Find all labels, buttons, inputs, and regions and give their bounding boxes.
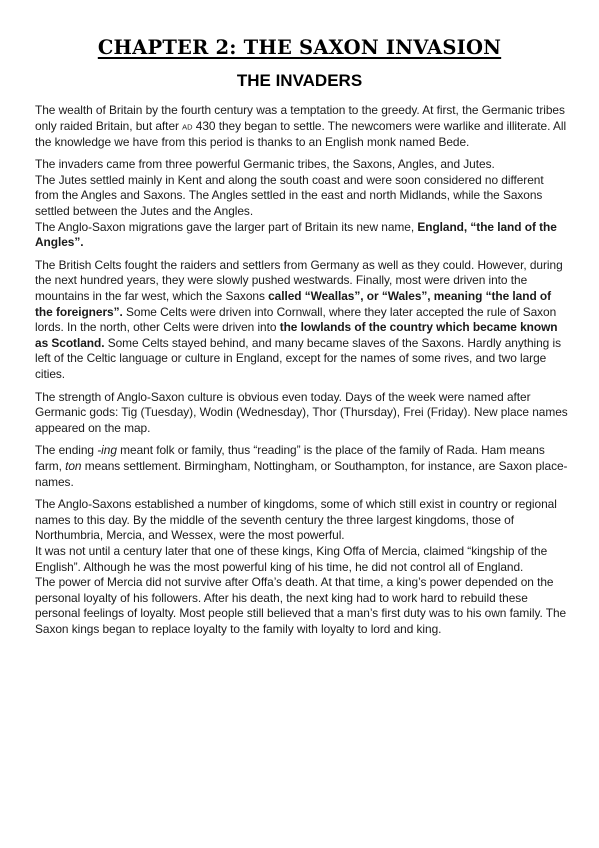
paragraph-6: The strength of Anglo-Saxon culture is obvious even today. Days of the week were named after Germanic gods: Tig (Tuesday), Wodin (Wednesday), Thor (Thursday), Frei (Friday). New place names appeared on the map.	[35, 389, 568, 435]
paragraph-7-text-a: The ending	[35, 443, 98, 458]
paragraph-2: The invaders came from three powerful Germanic tribes, the Saxons, Angles, and Jutes.	[35, 157, 495, 172]
paragraph-7-italic-ton: ton	[65, 458, 82, 473]
paragraph-3: The Jutes settled mainly in Kent and along the south coast and were soon considered no different from the Angles and Saxons. The Angles settled in the east and north Midlands, while the Saxons settled between the Jutes and the Angles.	[35, 172, 544, 219]
paragraph-1-text-a: The wealth of Britain by the fourth century was a temptation to the greedy. At first, the Germanic tribes only raided Britain, but after	[35, 103, 565, 133]
paragraph-7-text-e: means settlement. Birmingham, Nottingham, or Southampton, for instance, are Saxon place-names.	[35, 458, 568, 489]
ad-abbreviation: AD	[182, 122, 193, 132]
paragraph-5-bold-wales: called “Weallas”, or “Wales”, meaning “the land of the foreigners”.	[35, 289, 552, 319]
paragraph-4-bold: England, “the land of the Angles”.	[35, 219, 557, 250]
paragraph-10: The power of Mercia did not survive after Offa’s death. At that time, a king’s power depended on the personal loyalty of his followers. After his death, the next king had to work hard to rebuild these personal feelings of loyalty. Most people still believed that a man’s first duty was to his own family. The Saxon kings began to replace loyalty to the family with loyalty to lord and king.	[35, 575, 567, 636]
paragraph-5-text-a: The British Celts fought the raiders and settlers from Germany as well as they could. However, during the next hundred years, they were slowly pushed westwards. Finally, most were driven into the mountains in the far west, which the Saxons	[35, 257, 563, 304]
chapter-title: CHAPTER 2: THE SAXON INVASION	[97, 36, 502, 59]
paragraph-4-text: The Anglo-Saxon migrations gave the larger part of Britain its new name,	[35, 219, 418, 234]
paragraph-5-text-e: Some Celts stayed behind, and many became slaves of the Saxons. Hardly anything is left of the Celtic language or culture in England, except for the names of some rives, and two large cities.	[35, 335, 561, 381]
paragraph-9: It was not until a century later that one of these kings, King Offa of Mercia, claimed “kingship of the English”. Although he was the most powerful king of his time, he did not control all of England.	[35, 543, 548, 574]
paragraph-7-italic-ing: -ing	[97, 443, 117, 458]
paragraph-1	[35, 103, 569, 150]
paragraph-5-bold-scotland: the lowlands of the country which became known as Scotland.	[35, 320, 558, 350]
paragraph-1-text-b: 430 they began to settle. The newcomers were warlike and illiterate. All the knowledge we have from this period is thanks to an English monk named Bede.	[35, 118, 567, 149]
paragraph-5-text-c: Some Celts were driven into Cornwall, where they later accepted the rule of Saxon lords. In the north, other Celts were driven into	[35, 304, 557, 335]
paragraph-4	[35, 220, 569, 251]
paragraph-7	[35, 443, 569, 490]
paragraph-5	[35, 258, 569, 383]
body-text	[35, 103, 569, 638]
section-title: THE INVADERS	[236, 71, 363, 90]
paragraph-8: The Anglo-Saxons established a number of kingdoms, some of which still exist in country or regional names to this day. By the middle of the seventh century the three largest kingdoms, those of Northumbria, Mercia, and Wessex, were the most powerful.	[35, 497, 557, 543]
paragraph-7-text-c: meant folk or family, thus “reading” is the place of the family of Rada. Ham means farm,	[35, 443, 545, 473]
